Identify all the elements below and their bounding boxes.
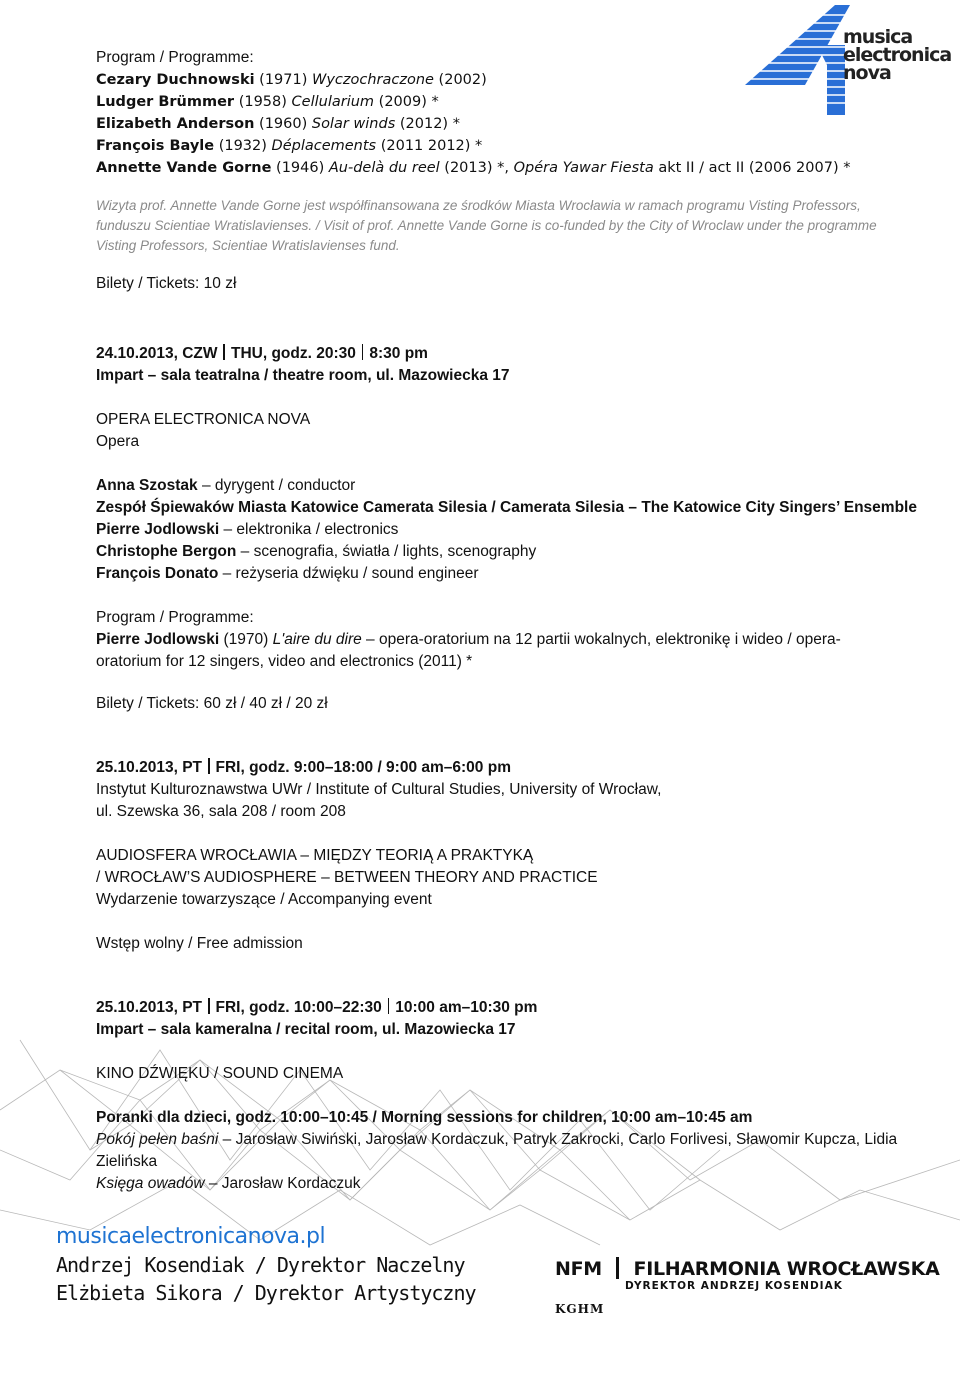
event-genre: Opera — [96, 433, 140, 450]
website-link[interactable]: musicaelectronicanova.pl — [56, 1224, 326, 1249]
program-item: Ludger Brümmer (1958) Cellularium (2009) * — [96, 94, 439, 110]
film-item: Księga owadów – Jarosław Kordaczuk — [96, 1175, 361, 1192]
film-item: Pokój pełen baśni – Jarosław Siwiński, Jarosław Kordaczuk, Patryk Zakrocki, Carlo Forlivesi, Sławomir Kupcza, Lidia Zielińska — [96, 1131, 898, 1170]
program-item: Pierre Jodlowski (1970) L'aire du dire – opera-oratorium na 12 partii wokalnych, elektronikę i wideo / opera-oratorium for 12 singers, video and electronics (2011) * — [96, 631, 841, 670]
credit-line: Zespół Śpiewaków Miasta Katowice Camerata Silesia / Camerata Silesia – The Katowice City Singers’ Ensemble — [96, 499, 917, 516]
event-venue-line2: ul. Szewska 36, sala 208 / room 208 — [96, 803, 346, 820]
nfm-director: DYREKTOR ANDRZEJ KOSENDIAK — [625, 1280, 843, 1292]
credit-line: Pierre Jodlowski – elektronika / electronics — [96, 521, 399, 538]
credit-line: Anna Szostak – dyrygent / conductor — [96, 477, 356, 494]
program-item-last: Annette Vande Gorne (1946) Au-delà du reel (2013) *, Opéra Yawar Fiesta akt II / act II (2006 2007) * — [96, 160, 851, 176]
credit-line: Christophe Bergon – scenografia, światła / lights, scenography — [96, 543, 537, 560]
logo-wordmark: musica electronica nova — [843, 26, 952, 84]
event-date: 25.10.2013, PT FRI, godz. 10:00–22:30 10:00 am–10:30 pm — [96, 999, 538, 1016]
event-24-10 — [96, 343, 916, 715]
event-venue: Impart – sala teatralna / theatre room, ul. Mazowiecka 17 — [96, 367, 510, 384]
event-title-line2: / WROCŁAW’S AUDIOSPHERE – BETWEEN THEORY AND PRACTICE — [96, 869, 598, 886]
program-item: Cezary Duchnowski (1971) Wyczochraczone (2002) — [96, 72, 487, 88]
credit-line: François Donato – reżyseria dźwięku / sound engineer — [96, 565, 479, 582]
program-item: Elizabeth Anderson (1960) Solar winds (2012) * — [96, 116, 460, 132]
program-heading: Program / Programme: — [96, 609, 254, 626]
director-general: Andrzej Kosendiak / Dyrektor Naczelny — [56, 1253, 465, 1277]
tickets-2: Bilety / Tickets: 60 zł / 40 zł / 20 zł — [96, 695, 328, 712]
program-item: François Bayle (1932) Déplacements (2011 2012) * — [96, 138, 483, 154]
event-25-10-kino — [96, 997, 916, 1195]
event-date: 25.10.2013, PT FRI, godz. 9:00–18:00 / 9:00 am–6:00 pm — [96, 759, 511, 776]
event-title: OPERA ELECTRONICA NOVA — [96, 411, 311, 428]
separator — [388, 998, 390, 1014]
separator — [362, 344, 364, 360]
mornings-heading: Poranki dla dzieci, godz. 10:00–10:45 / Morning sessions for children, 10:00 am–10:45 am — [96, 1109, 753, 1126]
visit-note: Wizyta prof. Annette Vande Gorne jest współfinansowana ze środków Miasta Wrocławia w ramach programu Visting Professors, funduszu Scientiae Wratislavienses. / Visit of prof. Annette Vande Gorne is co-funded by the City of Wroclaw under the programme Visting Professors, Scientiae Wratislavienses fund. — [96, 198, 877, 253]
separator — [208, 758, 210, 774]
footer-left — [56, 1224, 476, 1305]
sponsor-logo: KGHM — [555, 1302, 605, 1316]
artistic-director: Elżbieta Sikora / Dyrektor Artystyczny — [56, 1281, 476, 1305]
event-venue: Impart – sala kameralna / recital room, ul. Mazowiecka 17 — [96, 1021, 516, 1038]
event-accompanying: Wydarzenie towarzyszące / Accompanying event — [96, 891, 432, 908]
separator — [208, 998, 210, 1014]
event-venue-line1: Instytut Kulturoznawstwa UWr / Institute of Cultural Studies, University of Wrocław, — [96, 781, 662, 798]
event-title-line1: AUDIOSFERA WROCŁAWIA – MIĘDZY TEORIĄ A PRAKTYKĄ — [96, 847, 534, 864]
event-date: 24.10.2013, CZW THU, godz. 20:30 8:30 pm — [96, 345, 428, 362]
event-admission: Wstęp wolny / Free admission — [96, 935, 303, 952]
nfm-title: NFM FILHARMONIA WROCŁAWSKA — [555, 1258, 940, 1280]
program-heading: Program / Programme: — [96, 49, 254, 66]
program-section-1 — [96, 47, 916, 295]
tickets-1: Bilety / Tickets: 10 zł — [96, 275, 237, 292]
separator — [223, 344, 225, 360]
event-25-10-audiosfera — [96, 757, 916, 955]
event-title: KINO DŹWIĘKU / SOUND CINEMA — [96, 1065, 344, 1082]
nfm-logo — [555, 1257, 940, 1316]
